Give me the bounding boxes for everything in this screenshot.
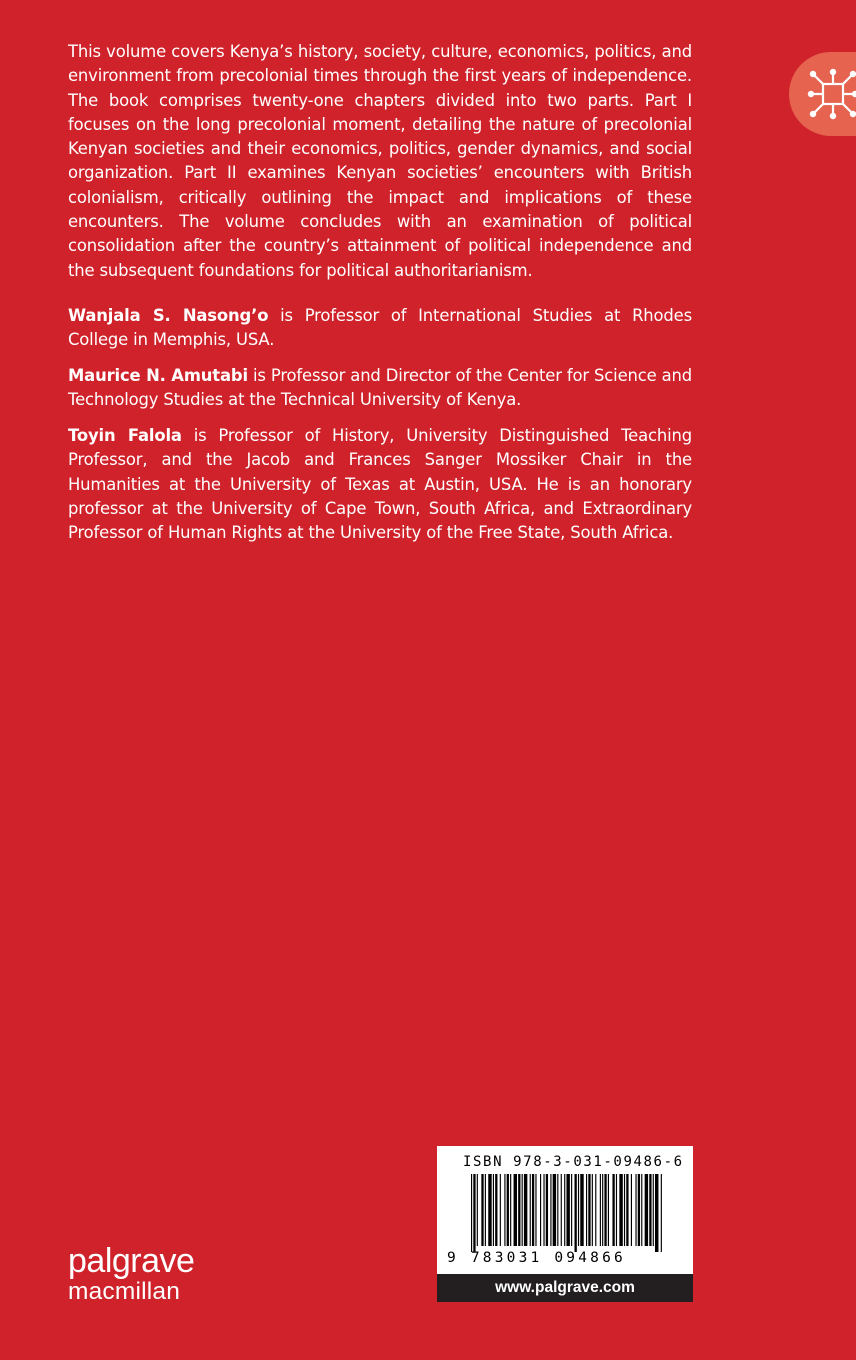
barcode-bar: [586, 1174, 587, 1246]
barcode-bar: [510, 1174, 511, 1246]
barcode-panel: [437, 1146, 693, 1274]
barcode-bar: [543, 1174, 544, 1246]
barcode-bar: [616, 1174, 617, 1246]
barcode-bar: [602, 1174, 603, 1246]
barcode-bar: [604, 1174, 606, 1246]
barcode-bar: [500, 1174, 501, 1246]
barcode-bar: [624, 1174, 625, 1246]
barcode-bar: [514, 1174, 517, 1246]
author-name: Toyin Falola: [68, 426, 182, 445]
barcode-bar: [641, 1174, 642, 1246]
springer-link-badge: [789, 52, 856, 136]
barcode-bar: [495, 1174, 497, 1246]
barcode-bar: [532, 1174, 534, 1246]
barcode-bar: [635, 1174, 636, 1246]
barcode-bar: [571, 1174, 572, 1246]
barcode-bar: [608, 1174, 609, 1246]
barcode-bar: [546, 1174, 548, 1246]
barcode-bar: [655, 1174, 658, 1252]
publisher-logo: [68, 1244, 194, 1306]
barcode-bar: [488, 1174, 491, 1246]
barcode-bar: [550, 1174, 551, 1246]
isbn-barcode: [437, 1146, 693, 1302]
barcode-bar: [612, 1174, 614, 1246]
barcode-bar: [540, 1174, 541, 1246]
barcode-bar: [653, 1174, 654, 1246]
barcode-bar: [561, 1174, 562, 1246]
author-bio-text: is Professor of International Studies at Rhodes College in Memphis, USA.: [68, 306, 692, 350]
barcode-bar: [530, 1174, 531, 1246]
barcode-bar: [485, 1174, 486, 1246]
author-bio-falola: [68, 424, 692, 545]
barcode-bar: [518, 1174, 520, 1246]
barcode-bar: [578, 1174, 579, 1246]
barcode-bar: [600, 1174, 601, 1246]
barcode-bar: [477, 1174, 478, 1246]
barcode-bar: [580, 1174, 583, 1246]
barcode-bar: [507, 1174, 509, 1246]
barcode-bar: [535, 1174, 536, 1246]
barcode-bar: [649, 1174, 651, 1246]
barcode-bar: [557, 1174, 558, 1246]
author-name: Wanjala S. Nasong’o: [68, 306, 269, 325]
barcode-bar: [626, 1174, 628, 1246]
barcode-bar: [619, 1174, 622, 1246]
barcode-bars: [471, 1174, 663, 1252]
barcode-bar: [595, 1174, 596, 1246]
publisher-logo-line1: palgrave: [68, 1242, 195, 1280]
barcode-bar: [566, 1174, 569, 1246]
author-bio-text: is Professor and Director of the Center for Science and Technology Studies at the Technical University of Kenya.: [68, 366, 692, 410]
author-bio-amutabi: [68, 364, 692, 413]
barcode-bar: [553, 1174, 556, 1246]
barcode-bar: [524, 1174, 527, 1246]
book-description: This volume covers Kenya’s history, society, culture, economics, politics, and environment from precolonial times through the first years of independence. The book comprises twenty-one chapters divided into two parts. Part I focuses on the long precolonial moment, detailing the nature of precolonial Kenyan societies and their economics, politics, gender dynamics, and social organization. Part II examines Kenyan societies’ encounters with British colonialism, critically outlining the impact and implications of these encounters. The volume concludes with an examination of political consolidation after the country’s attainment of political independence and the subsequent foundations for political authoritarianism.: [68, 42, 692, 280]
barcode-bar: [564, 1174, 565, 1246]
barcode-bar: [471, 1174, 472, 1252]
barcode-bar: [592, 1174, 593, 1246]
author-name: Maurice N. Amutabi: [68, 366, 248, 385]
barcode-bar: [661, 1174, 662, 1252]
barcode-bar: [638, 1174, 640, 1246]
barcode-digits: 9 783031 094866: [447, 1250, 626, 1266]
barcode-bar: [473, 1174, 475, 1252]
publisher-logo-line2: macmillan: [68, 1278, 181, 1305]
barcode-bar: [588, 1174, 590, 1246]
barcode-bar: [575, 1174, 577, 1252]
network-icon: [805, 66, 856, 122]
barcode-bar: [522, 1174, 523, 1246]
barcode-bar: [645, 1174, 648, 1246]
publisher-url: www.palgrave.com: [437, 1274, 693, 1302]
isbn-label: ISBN 978-3-031-09486-6: [463, 1154, 684, 1170]
author-bio-text: is Professor of History, University Distinguished Teaching Professor, and the Jacob and Frances Sanger Mossiker Chair in the Humanities at the University of Texas at Austin, USA. He is an honorary professor at the University of Cape Town, South Africa, and Extraordinary Professor of Human Rights at the University of the Free State, South Africa.: [68, 426, 692, 543]
barcode-bar: [504, 1174, 505, 1246]
author-bio-nasongo: [68, 304, 692, 353]
barcode-bar: [481, 1174, 483, 1246]
barcode-bar: [493, 1174, 494, 1246]
barcode-bar: [631, 1174, 632, 1246]
